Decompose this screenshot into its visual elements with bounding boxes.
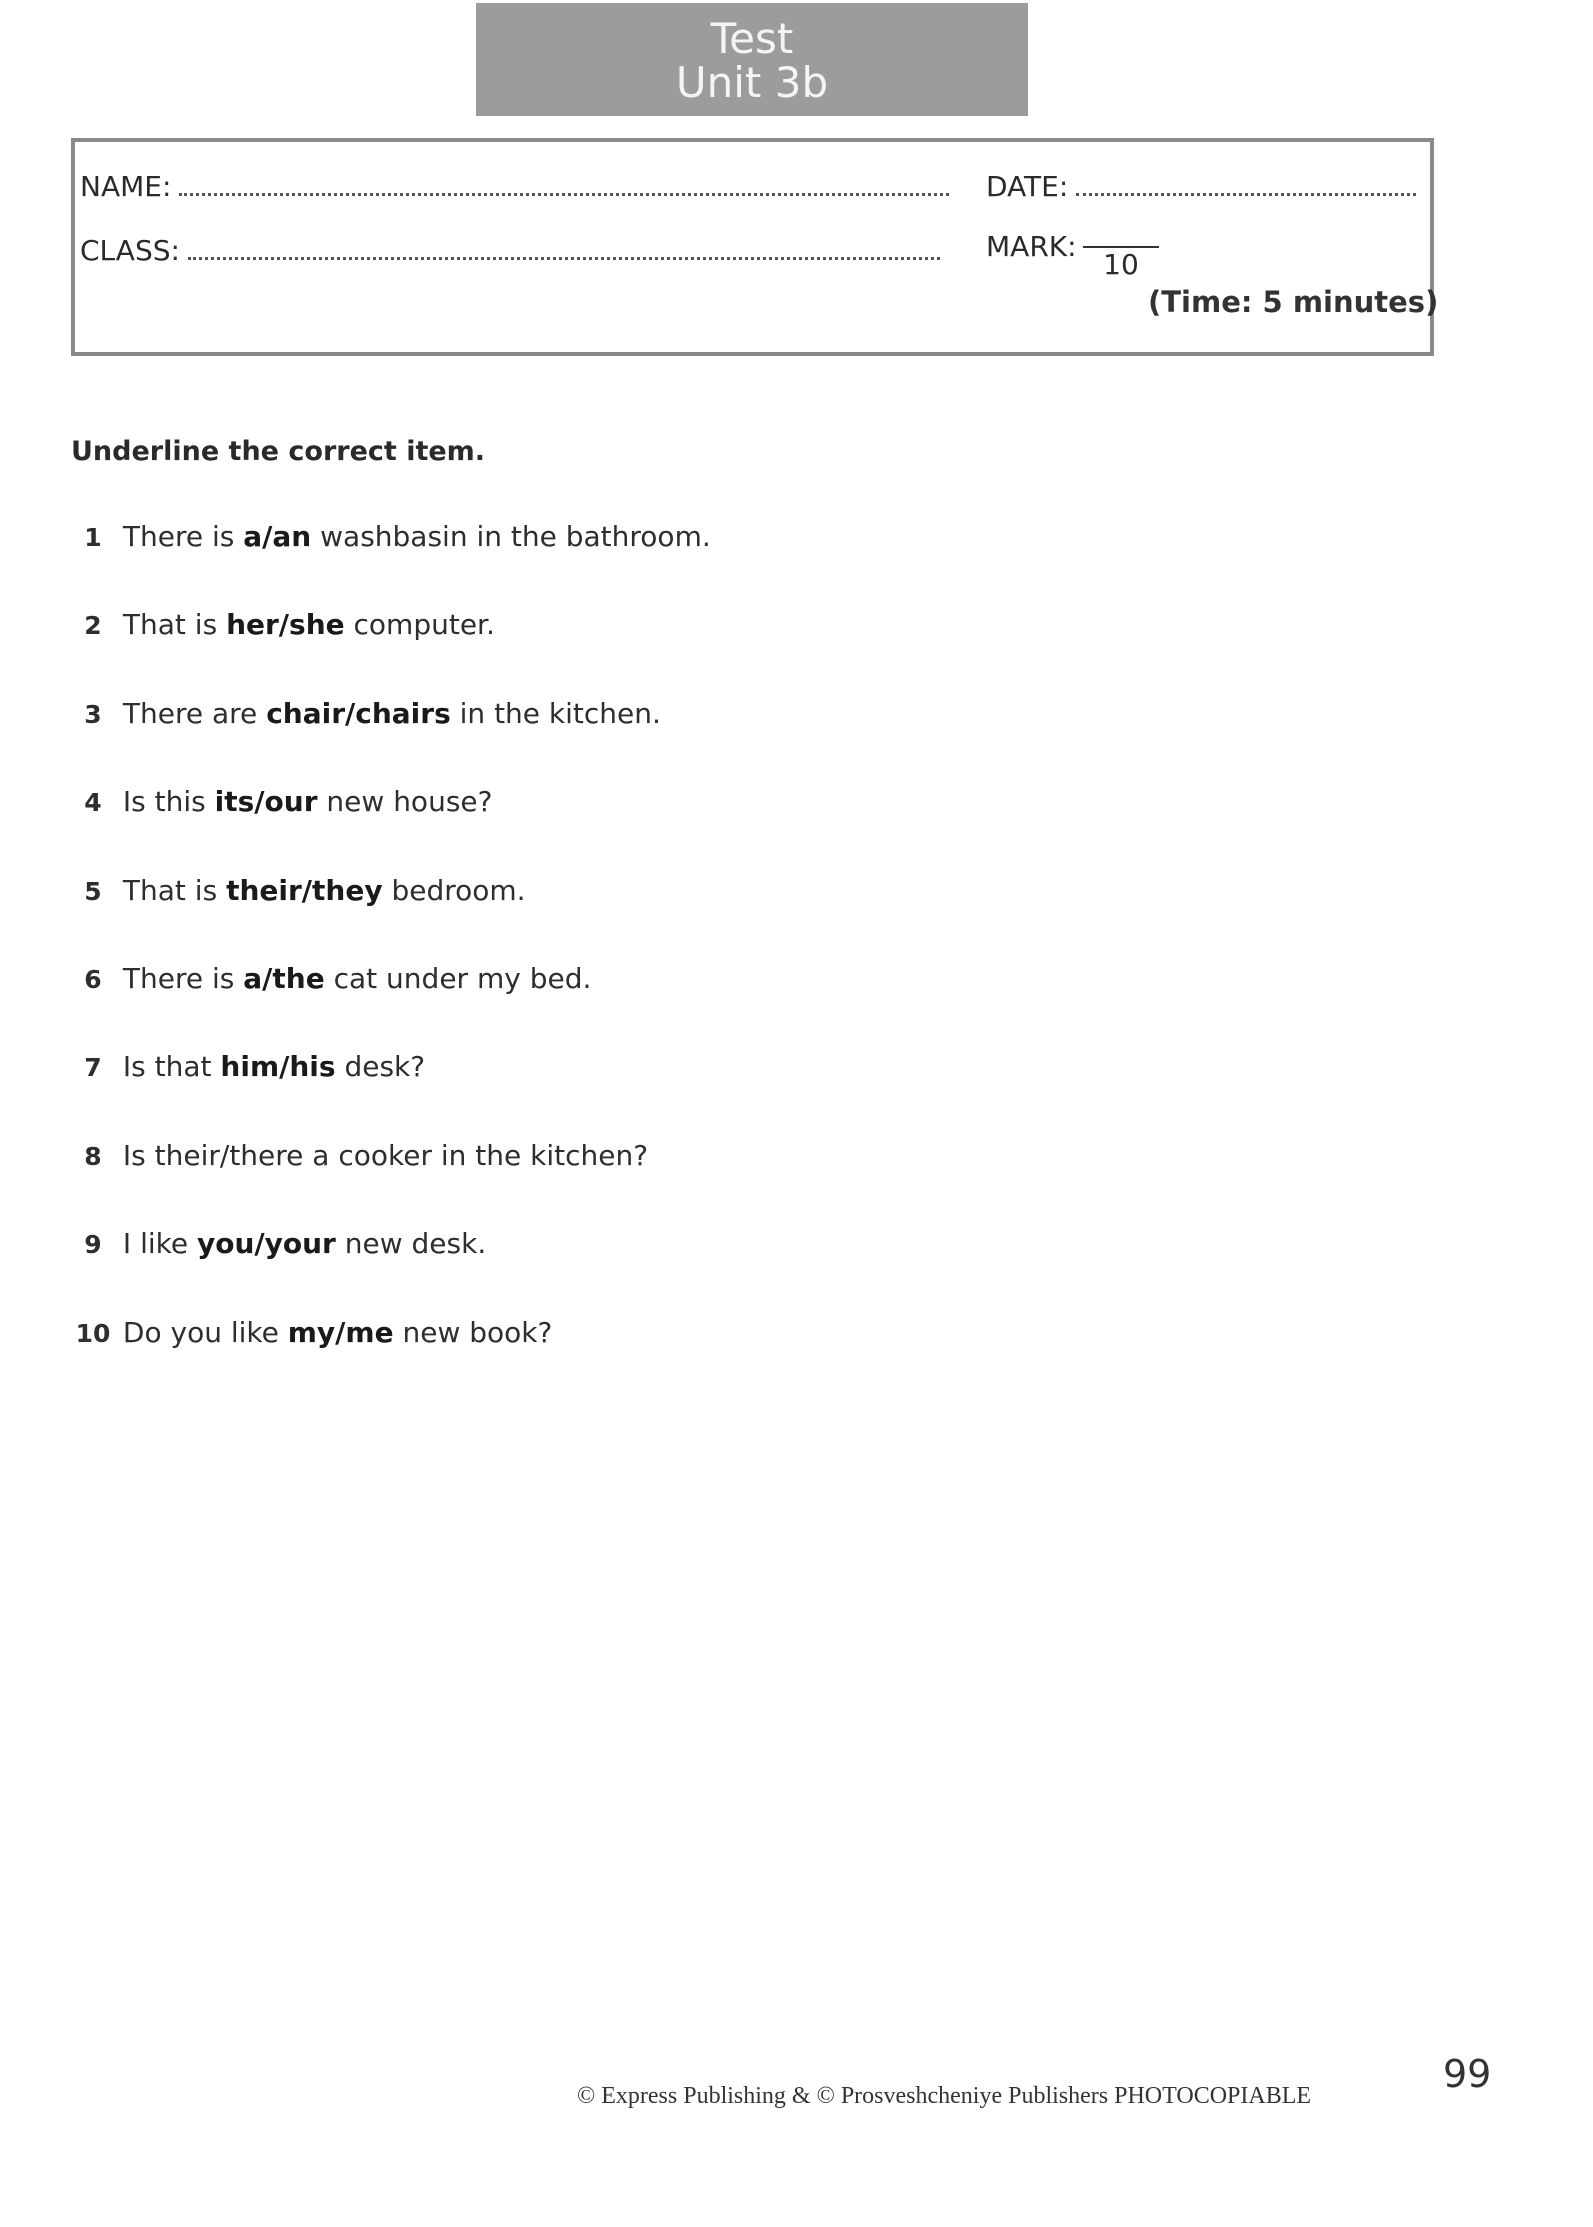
name-label: NAME: xyxy=(80,170,172,203)
copyright-footer: © Express Publishing & © Prosveshcheniye Publishers PHOTOCOPIABLE xyxy=(577,2083,1312,2109)
answer-choice[interactable]: her/she xyxy=(226,608,345,642)
exercise-item: 6 There is a/the cat under my bed. xyxy=(84,961,592,995)
class-label: CLASS: xyxy=(80,234,180,267)
name-field[interactable] xyxy=(80,170,949,203)
exercise-item: 5 That is their/they bedroom. xyxy=(84,873,526,907)
exercise-item: 10 Do you like my/me new book? xyxy=(75,1315,553,1349)
unit-title: Unit 3b xyxy=(675,58,829,107)
date-label: DATE: xyxy=(986,170,1069,203)
answer-choice[interactable]: my/me xyxy=(287,1315,394,1349)
exercise-item: 2 That is her/she computer. xyxy=(84,608,495,642)
mark-total: 10 xyxy=(1103,248,1139,281)
exercise-item: 1 There is a/an washbasin in the bathroom. xyxy=(84,520,711,553)
answer-choice[interactable]: their/there xyxy=(154,1138,304,1172)
exercise-item: 7 Is that him/his desk? xyxy=(84,1050,426,1084)
exercise-item: 4 Is this its/our new house? xyxy=(84,785,493,819)
exercise-list xyxy=(72,520,972,1404)
answer-choice[interactable]: its/our xyxy=(214,785,318,819)
answer-choice[interactable]: him/his xyxy=(220,1050,336,1084)
exercise-item: 9 I like you/your new desk. xyxy=(84,1227,487,1261)
instruction: Underline the correct item. xyxy=(71,436,486,467)
test-title: Test xyxy=(710,14,794,63)
class-field[interactable] xyxy=(80,234,940,267)
answer-choice[interactable]: chair/chairs xyxy=(266,696,451,730)
answer-choice[interactable]: a/an xyxy=(243,520,312,553)
page-number: 99 xyxy=(1443,2052,1492,2096)
date-field[interactable] xyxy=(986,170,1416,203)
exercise-item: 8 Is their/there a cooker in the kitchen? xyxy=(84,1138,649,1172)
exercise-item: 3 There are chair/chairs in the kitchen. xyxy=(84,696,661,730)
time-note: (Time: 5 minutes) xyxy=(1148,285,1439,319)
answer-choice[interactable]: you/your xyxy=(196,1227,336,1261)
test-title-banner xyxy=(476,3,1028,116)
answer-choice[interactable]: their/they xyxy=(226,873,383,907)
mark-label: MARK: xyxy=(986,230,1077,263)
answer-choice[interactable]: a/the xyxy=(243,961,325,995)
mark-field xyxy=(986,230,1077,263)
